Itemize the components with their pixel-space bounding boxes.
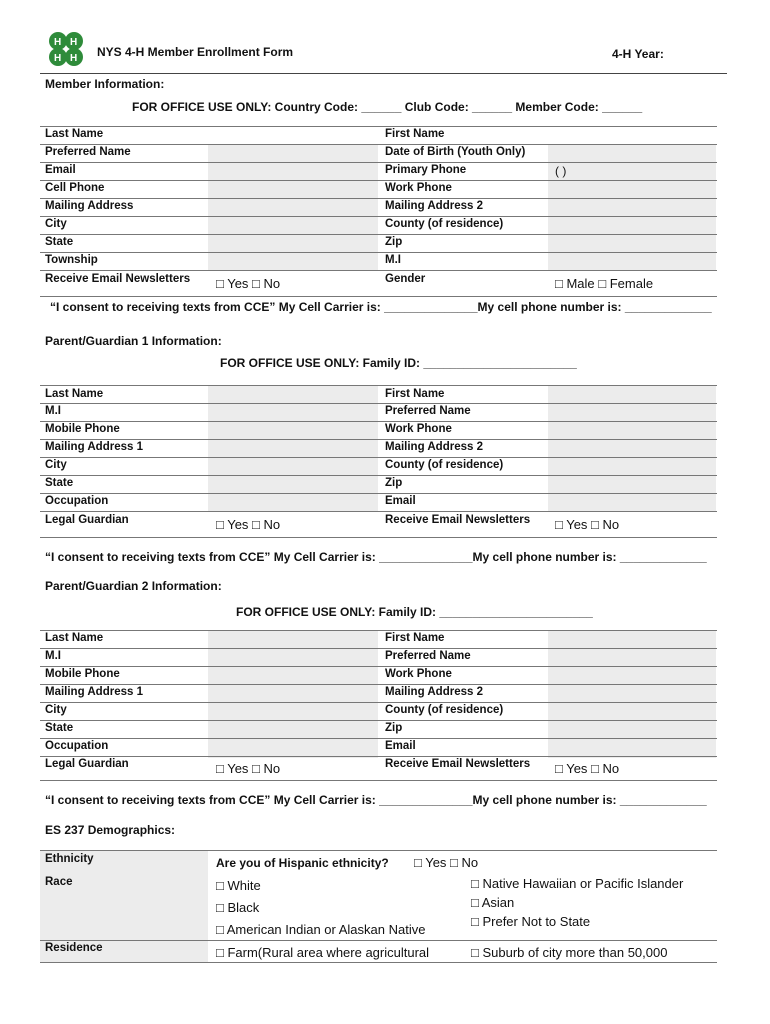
guardian2-email-label: Email [385, 740, 416, 752]
guardian2-row-divider [40, 702, 717, 703]
guardian1-legal-guardian-label: Legal Guardian [45, 514, 129, 526]
guardian2-mailing-address-1-label: Mailing Address 1 [45, 686, 143, 698]
member-state-label: State [45, 236, 74, 248]
guardian2-first-name-label: First Name [385, 632, 445, 644]
guardian2-office-line: FOR OFFICE USE ONLY: Family ID: _______________________ [236, 605, 593, 619]
guardian1-state-label: State [45, 477, 74, 489]
guardian2-zip-label: Zip [385, 722, 403, 734]
guardian1-mailing-address-1-label: Mailing Address 1 [45, 441, 143, 453]
guardian1-row-divider [40, 421, 717, 422]
residence-label: Residence [45, 942, 103, 954]
member-row-divider [40, 252, 717, 253]
member-last-name-label: Last Name [45, 128, 104, 140]
form-title: NYS 4-H Member Enrollment Form [97, 45, 294, 59]
guardian1-newsletter-label: Receive Email Newsletters [385, 514, 531, 526]
svg-text:H: H [70, 37, 78, 48]
guardian1-row-divider [40, 475, 717, 476]
member-row-divider [40, 198, 717, 199]
guardian1-occupation-label: Occupation [45, 495, 109, 507]
guardian2-row-divider [40, 738, 717, 739]
member-first-name-label: First Name [385, 128, 445, 140]
4h-clover-logo [44, 27, 88, 71]
guardian2-newsletter-checkboxes[interactable]: □ Yes □ No [555, 761, 620, 776]
member-gender-label: Gender [385, 273, 426, 285]
demographics-section-title: ES 237 Demographics: [45, 823, 176, 837]
guardian1-row-divider [40, 403, 717, 404]
guardian2-row-divider [40, 648, 717, 649]
member-work-phone-label: Work Phone [385, 182, 452, 194]
guardian1-row-divider [40, 439, 717, 440]
member-row-divider [40, 144, 717, 145]
member-mailing-address-2-label: Mailing Address 2 [385, 200, 483, 212]
member-cell-phone-label: Cell Phone [45, 182, 105, 194]
residence-option-farm[interactable]: □ Farm(Rural area where agricultural [216, 945, 430, 960]
guardian2-table-top [40, 630, 717, 631]
guardian1-first-name-label: First Name [385, 388, 445, 400]
member-table-bottom [40, 296, 717, 297]
guardian2-row-divider [40, 756, 717, 757]
guardian2-mi-label: M.I [45, 650, 61, 662]
member-newsletter-label: Receive Email Newsletters [45, 273, 191, 285]
guardian2-occupation-label: Occupation [45, 740, 109, 752]
svg-text:H: H [54, 37, 62, 48]
guardian1-legal-checkboxes[interactable]: □ Yes □ No [216, 517, 281, 532]
guardian2-city-label: City [45, 704, 67, 716]
guardian1-row-divider [40, 511, 717, 512]
guardian2-row-divider [40, 684, 717, 685]
member-email-label: Email [45, 164, 76, 176]
member-county-label: County (of residence) [385, 218, 504, 230]
race-option-native-hawaiian[interactable]: □ Native Hawaiian or Pacific Islander [471, 876, 684, 891]
demographics-row-divider [40, 940, 717, 941]
guardian1-work-phone-label: Work Phone [385, 423, 452, 435]
ethnicity-question: Are you of Hispanic ethnicity? [216, 856, 389, 870]
header-rule [40, 73, 727, 74]
guardian2-row-divider [40, 720, 717, 721]
member-township-label: Township [45, 254, 98, 266]
member-row-divider [40, 216, 717, 217]
member-row-divider [40, 180, 717, 181]
guardian1-county-label: County (of residence) [385, 459, 504, 471]
guardian1-city-label: City [45, 459, 67, 471]
guardian1-preferred-name-label: Preferred Name [385, 405, 471, 417]
member-gender-checkboxes[interactable]: □ Male □ Female [555, 276, 654, 291]
guardian1-zip-label: Zip [385, 477, 403, 489]
member-city-label: City [45, 218, 67, 230]
guardian2-preferred-name-label: Preferred Name [385, 650, 471, 662]
member-row-divider [40, 234, 717, 235]
primary-phone-parens[interactable]: ( ) [555, 164, 567, 178]
guardian1-office-line: FOR OFFICE USE ONLY: Family ID: _______________________ [220, 356, 577, 370]
guardian1-table-top [40, 385, 717, 386]
guardian2-last-name-label: Last Name [45, 632, 104, 644]
guardian1-email-label: Email [385, 495, 416, 507]
member-newsletter-checkboxes[interactable]: □ Yes □ No [216, 276, 281, 291]
member-dob-label: Date of Birth (Youth Only) [385, 146, 526, 158]
member-zip-label: Zip [385, 236, 403, 248]
demographics-table-bottom [40, 962, 717, 963]
race-option-white[interactable]: □ White [216, 878, 261, 893]
guardian1-mi-label: M.I [45, 405, 61, 417]
race-label: Race [45, 876, 73, 888]
guardian2-mobile-phone-label: Mobile Phone [45, 668, 120, 680]
year-label: 4-H Year: [612, 47, 664, 61]
guardian1-mailing-address-2-label: Mailing Address 2 [385, 441, 483, 453]
member-preferred-name-label: Preferred Name [45, 146, 131, 158]
guardian1-row-divider [40, 457, 717, 458]
svg-text:H: H [54, 53, 62, 64]
guardian1-newsletter-checkboxes[interactable]: □ Yes □ No [555, 517, 620, 532]
guardian2-table-bottom [40, 780, 717, 781]
guardian1-last-name-label: Last Name [45, 388, 104, 400]
residence-option-suburb[interactable]: □ Suburb of city more than 50,000 [471, 945, 668, 960]
race-option-american-indian[interactable]: □ American Indian or Alaskan Native [216, 922, 426, 937]
race-option-black[interactable]: □ Black [216, 900, 260, 915]
svg-text:H: H [70, 53, 78, 64]
member-mi-label: M.I [385, 254, 401, 266]
guardian1-row-divider [40, 493, 717, 494]
guardian2-section-title: Parent/Guardian 2 Information: [45, 579, 222, 593]
member-table-top [40, 126, 717, 127]
guardian1-table-bottom [40, 537, 717, 538]
guardian2-text-consent: “I consent to receiving texts from CCE” My Cell Carrier is: ______________My cell phone number is: _____________ [45, 793, 707, 807]
ethnicity-checkboxes[interactable]: □ Yes □ No [414, 855, 479, 870]
guardian2-county-label: County (of residence) [385, 704, 504, 716]
guardian2-legal-guardian-label: Legal Guardian [45, 758, 129, 770]
member-section-title: Member Information: [45, 77, 165, 91]
member-row-divider [40, 270, 717, 271]
guardian2-state-label: State [45, 722, 74, 734]
guardian2-work-phone-label: Work Phone [385, 668, 452, 680]
demographics-table-top [40, 850, 717, 851]
guardian1-text-consent: “I consent to receiving texts from CCE” My Cell Carrier is: ______________My cell phone number is: _____________ [45, 550, 707, 564]
race-option-prefer-not[interactable]: □ Prefer Not to State [471, 914, 591, 929]
guardian2-row-divider [40, 666, 717, 667]
guardian2-newsletter-label: Receive Email Newsletters [385, 758, 531, 770]
guardian2-legal-checkboxes[interactable]: □ Yes □ No [216, 761, 281, 776]
race-option-asian[interactable]: □ Asian [471, 895, 515, 910]
guardian1-mobile-phone-label: Mobile Phone [45, 423, 120, 435]
member-text-consent: “I consent to receiving texts from CCE” My Cell Carrier is: ______________My cell phone number is: _____________ [50, 300, 712, 314]
member-row-divider [40, 162, 717, 163]
ethnicity-label: Ethnicity [45, 853, 94, 865]
guardian1-section-title: Parent/Guardian 1 Information: [45, 334, 222, 348]
member-office-line: FOR OFFICE USE ONLY: Country Code: ______ Club Code: ______ Member Code: ______ [132, 100, 643, 114]
member-mailing-address-label: Mailing Address [45, 200, 134, 212]
member-primary-phone-label: Primary Phone [385, 164, 467, 176]
guardian2-mailing-address-2-label: Mailing Address 2 [385, 686, 483, 698]
